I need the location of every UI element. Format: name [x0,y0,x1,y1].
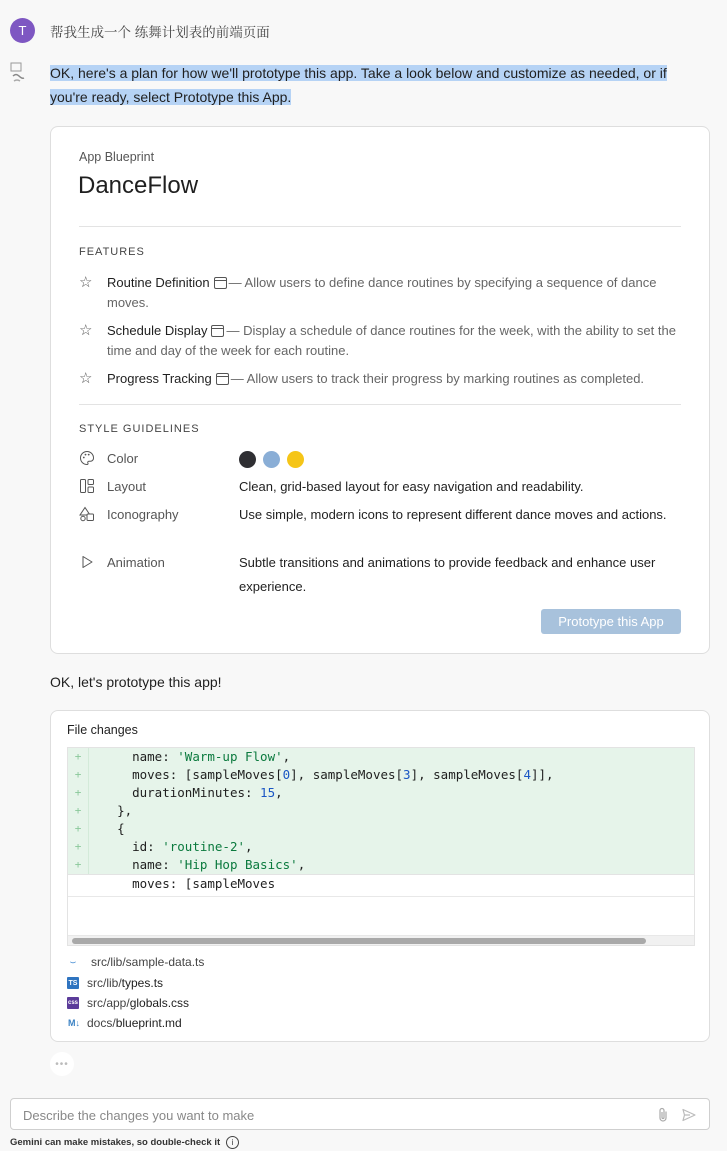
app-blueprint-card [50,126,710,654]
plus-icon: + [74,804,82,817]
window-icon [216,373,229,385]
features-heading: FEATURES [79,246,145,258]
code-diff-viewer[interactable] [67,747,695,946]
info-icon[interactable]: i [226,1136,239,1149]
style-label: Animation [107,555,165,570]
star-icon: ☆ [79,370,93,387]
assistant-message-text: OK, here's a plan for how we'll prototype this app. Take a look below and customize as needed, or if you're ready, select Prototype this App. [50,65,667,105]
scrollbar-thumb[interactable] [72,938,646,944]
assistant-follow-up: OK, let's prototype this app! [50,674,222,690]
star-icon: ☆ [79,322,93,339]
color-swatch-accent [287,451,304,468]
feature-name: Schedule Display [107,323,208,338]
feature-description: — Allow users to define dance routines by specifying a sequence of dance moves. [107,275,657,310]
divider [79,226,681,227]
changed-file-item[interactable] [67,976,163,990]
horizontal-scrollbar[interactable] [68,935,694,945]
diff-line-added: + }, [68,802,694,820]
style-value: Subtle transitions and animations to provide feedback and enhance user experience. [239,555,656,594]
user-message: 帮我生成一个 练舞计划表的前端页面 [50,24,270,40]
color-swatch-background [263,451,280,468]
file-dir: src/app/ [87,996,130,1010]
file-dir: docs/ [87,1016,116,1030]
divider [79,404,681,405]
changed-file-item[interactable] [67,996,189,1010]
color-swatches [239,451,311,468]
changed-file-item[interactable] [67,955,204,969]
diff-line-added: + moves: [sampleMoves[0], sampleMoves[3], sampleMoves[4]], [68,766,694,784]
diff-line-added: + name: 'Hip Hop Basics', [68,856,694,874]
plus-icon: + [74,840,82,853]
plus-icon: + [74,786,82,799]
style-guidelines-heading: STYLE GUIDELINES [79,423,200,435]
layout-icon [79,478,95,494]
window-icon [214,277,227,289]
palette-icon [79,450,95,466]
star-icon: ☆ [79,274,93,291]
style-label: Color [107,451,139,466]
user-avatar: T [10,18,35,43]
style-value: Use simple, modern icons to represent different dance moves and actions. [239,507,667,522]
typing-indicator-icon: ••• [50,1052,74,1076]
prototype-this-app-button[interactable]: Prototype this App [541,609,681,634]
feature-item [79,369,683,389]
file-name: globals.css [129,996,190,1010]
plus-icon: + [74,858,82,871]
color-swatch-primary [239,451,256,468]
feature-name: Routine Definition [107,275,210,290]
plus-icon: + [74,750,82,763]
style-value: Clean, grid-based layout for easy navigation and readability. [239,479,584,494]
markdown-file-icon: M↓ [68,1018,80,1028]
prompt-input[interactable] [23,1106,643,1124]
disclaimer [10,1136,239,1149]
plus-icon: + [74,768,82,781]
diff-line-added: + { [68,820,694,838]
window-icon [211,325,224,337]
diff-line: moves: [sampleMoves [68,874,694,892]
assistant-message [50,61,700,109]
feature-description: — Allow users to track their progress by marking routines as completed. [230,371,645,386]
diff-line-added: + id: 'routine-2', [68,838,694,856]
assistant-broken-image-icon [10,62,28,84]
blueprint-label: App Blueprint [79,150,155,164]
changed-file-item[interactable] [67,1016,182,1030]
diff-line-added: + durationMinutes: 15, [68,784,694,802]
file-name: blueprint.md [115,1016,182,1030]
file-path: src/lib/sample-data.ts [91,955,205,969]
feature-item [79,273,683,313]
blueprint-title: DanceFlow [78,172,199,199]
feature-name: Progress Tracking [107,371,212,386]
typescript-file-icon: TS [67,977,79,989]
user-message-row [10,18,270,43]
file-name: types.ts [121,976,164,990]
loading-spinner-icon: ⌣ [70,956,76,967]
feature-description: — Display a schedule of dance routines for the week, with the ability to set the time and day of the week for each routine. [107,323,676,358]
plus-icon: + [74,822,82,835]
style-label: Iconography [107,507,179,522]
style-label: Layout [107,479,147,494]
file-changes-title: File changes [67,723,138,737]
diff-line-added: + name: 'Warm-up Flow', [68,748,694,766]
feature-item [79,321,683,361]
send-icon[interactable] [681,1107,697,1123]
attach-icon[interactable] [657,1107,669,1123]
file-changes-card [50,710,710,1042]
css-file-icon: css [67,997,79,1009]
disclaimer-text: Gemini can make mistakes, so double-check it [10,1137,221,1148]
shapes-icon [79,506,95,522]
file-dir: src/lib/ [87,976,122,990]
play-icon [79,554,95,570]
composer [10,1098,710,1130]
